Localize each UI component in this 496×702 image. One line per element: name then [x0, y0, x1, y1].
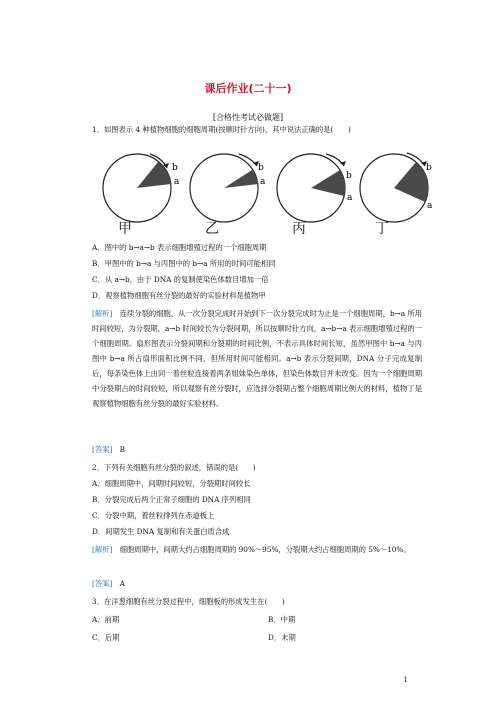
answer-value: B [119, 445, 125, 454]
diagram-jia [103, 154, 180, 222]
q3-option-c: C．后期 [92, 633, 120, 642]
q1-option-a: A．图中的 b→a→b 表示细胞增殖过程的一个细胞周期 [92, 243, 267, 252]
section-subtitle: [合格性考试必做题] [212, 113, 284, 122]
point-label-b: b [426, 163, 432, 173]
point-label-b: b [172, 163, 178, 173]
q2-option-b: B．分裂完成后两个正常子细胞的 DNA 序列相同 [92, 495, 251, 504]
q3-option-b: B．中期 [268, 615, 296, 624]
point-label-b: b [258, 163, 264, 173]
q2-option-c: C．分裂中期，着丝粒排列在赤道板上 [92, 511, 215, 520]
answer-tag: [答案] [92, 579, 113, 588]
point-label-a: a [260, 177, 266, 187]
diagram-label-bing: 丙 [292, 221, 306, 237]
point-label-a: a [174, 177, 180, 187]
q3-option-a: A．前期 [92, 615, 120, 624]
answer-tag: [答案] [92, 445, 113, 454]
q1-analysis [92, 306, 422, 411]
analysis-tag: [解析] [92, 309, 113, 318]
point-label-a: a [347, 193, 353, 203]
diagram-label-yi: 乙 [205, 221, 219, 237]
q2-stem: 2．下列有关细胞有丝分裂的叙述，错误的是( ) [92, 463, 256, 472]
q1-option-d: D．观察植物细胞有丝分裂的最好的实验材料是植物甲 [92, 291, 266, 300]
diagram-bing [277, 154, 353, 222]
diagram-yi [190, 154, 266, 222]
q3-stem: 3．在洋葱细胞有丝分裂过程中，细胞板的形成发生在( ) [92, 597, 285, 606]
q2-option-a: A．细胞周期中，间期时间较短，分裂期时间较长 [92, 479, 251, 488]
analysis-text: 细胞周期中，间期大约占细胞周期的 90%～95%，分裂期大约占细胞周期的 5%～10%。 [119, 545, 411, 554]
diagram-ding [360, 153, 432, 222]
diagram-label-jia: 甲 [118, 221, 132, 237]
q1-answer [92, 444, 125, 456]
q1-option-b: B．甲图中的 b→a 与丙图中的 b→a 所用的时间可能相同 [92, 259, 276, 268]
q2-analysis [92, 542, 422, 557]
q1-stem: 1．如图表示 4 种植物细胞的细胞周期(按顺时针方向)，其中说法正确的是( ) [92, 125, 351, 134]
answer-value: A [119, 579, 125, 588]
diagram-label-ding: 丁 [375, 221, 389, 237]
analysis-tag: [解析] [92, 545, 113, 554]
point-label-b: b [346, 171, 352, 181]
page-title: 课后作业(二十一) [204, 82, 292, 95]
page-number: 1 [403, 676, 408, 684]
point-label-a: a [427, 201, 432, 211]
q1-option-c: C．从 a→b，由于 DNA 的复制使染色体数目增加一倍 [92, 275, 269, 284]
q3-option-d: D．末期 [268, 633, 296, 642]
q2-answer [92, 578, 125, 590]
analysis-text: 连续分裂的细胞，从一次分裂完成时开始到下一次分裂完成时为止是一个细胞周期，b→a 所用时间较短，为分裂期，a→b 时间较长为分裂间期，所以按顺时针方向，a→b→a 表示细胞增殖过程的一个细胞周期。扇形图表示分裂间期和分裂期的时间比例，不表示具体时间长短，虽然甲图中 b→a 与丙图中 b→a 所占扇形面积比例不同，但所用时间可能相同。a→b 表示分裂间期，DNA 分子完成复制后，每条染色体上由同一着丝粒连接着两条姐妹染色单体，但染色体数目并未改变。因为一个细胞周期中分裂期占的时间较短，所以观察有丝分裂时，应选择分裂期占整个细胞周期比例大的材料，植物丁是观察植物细胞有丝分裂的最好实验材料。 [92, 309, 423, 408]
q2-option-d: D．间期发生 DNA 复制和有关蛋白质合成 [92, 527, 230, 536]
